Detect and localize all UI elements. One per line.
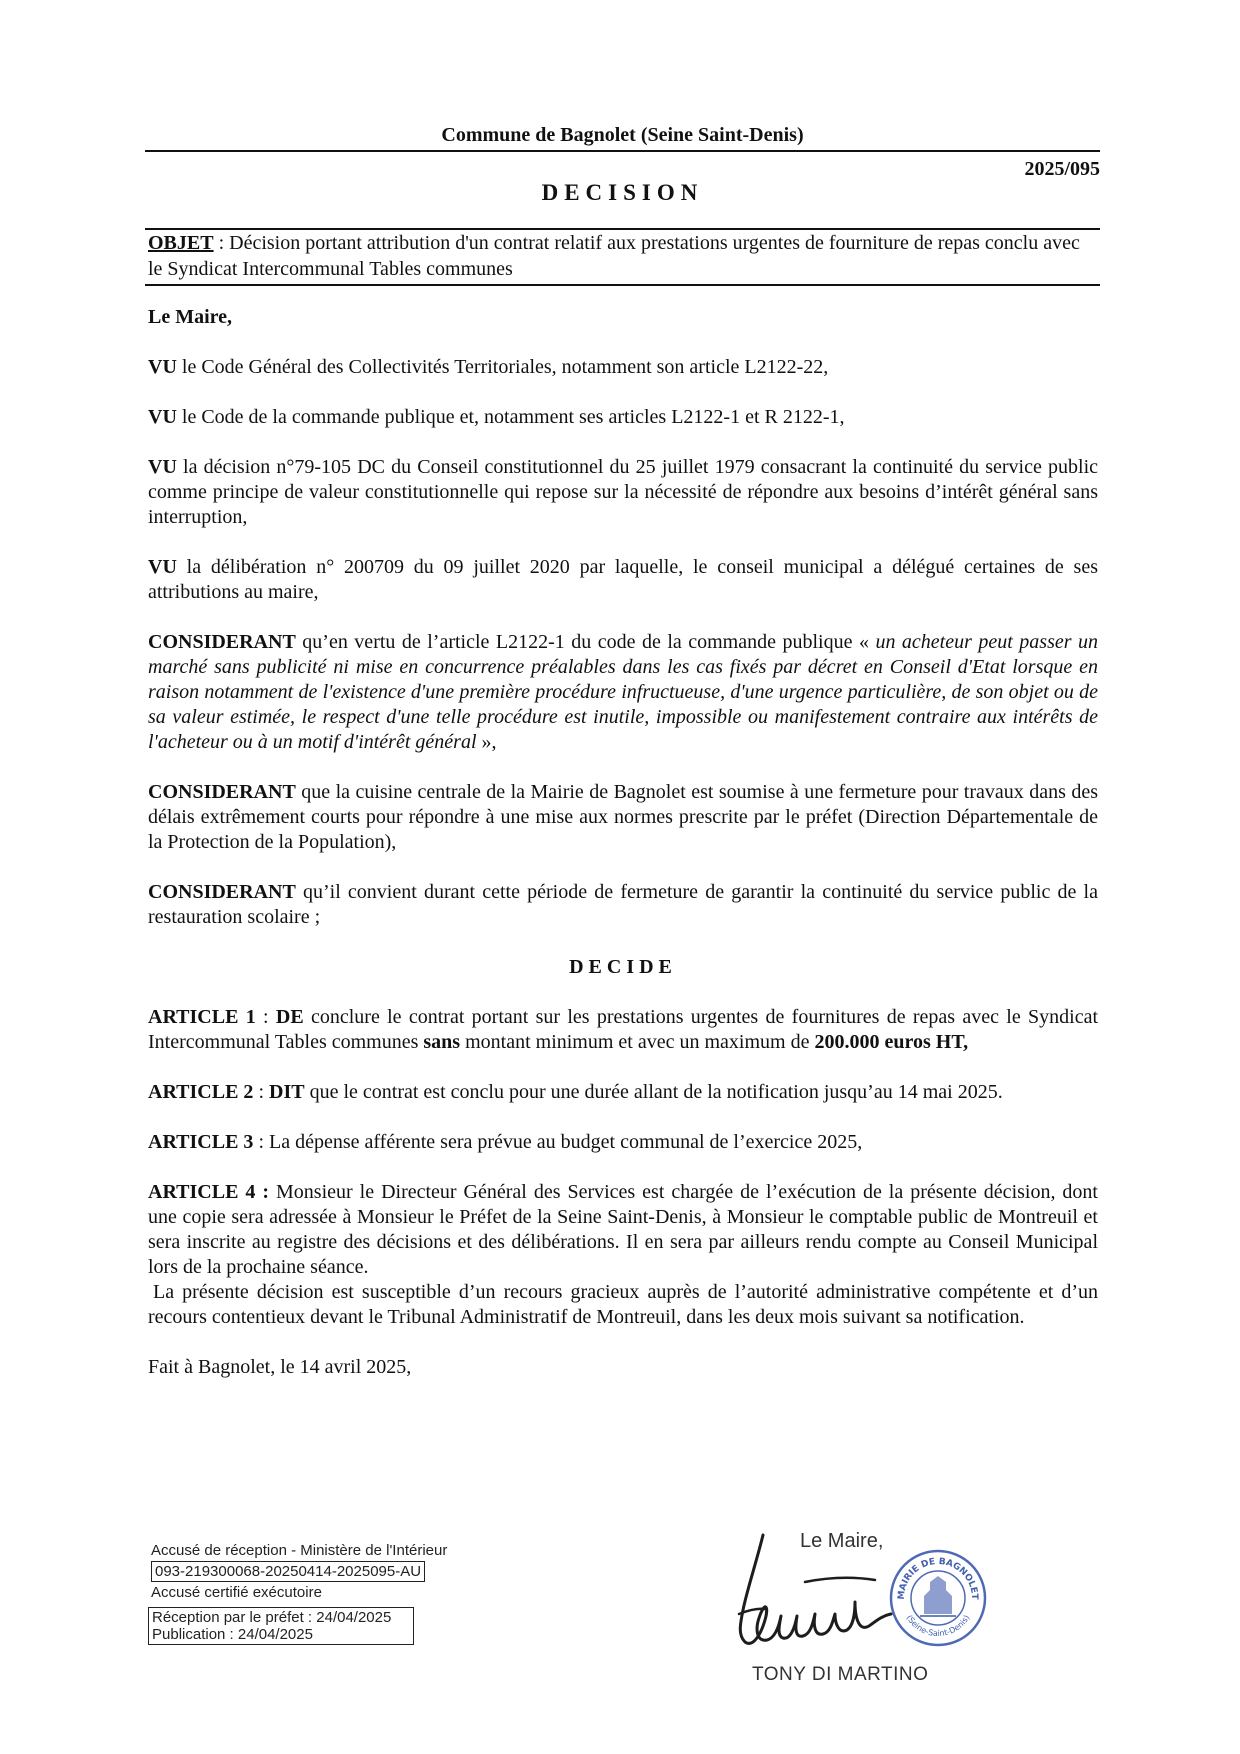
considerant-paragraph: [148, 880, 1098, 930]
article-emphasis: sans: [423, 1031, 461, 1053]
considerant-label: CONSIDERANT: [148, 631, 296, 653]
vu-label: VU: [148, 406, 177, 428]
article-4: [148, 1180, 1098, 1280]
signatory-name: TONY DI MARTINO: [752, 1664, 929, 1685]
commune-header: Commune de Bagnolet (Seine Saint-Denis): [441, 124, 804, 146]
vu-text: le Code Général des Collectivités Territoriales, notamment son article L2122-22,: [176, 356, 829, 378]
article-label: ARTICLE 1: [148, 1006, 256, 1028]
considerant-label: CONSIDERANT: [148, 781, 296, 803]
article-text: montant minimum et avec un maximum de: [460, 1031, 815, 1053]
publication-date: Publication : 24/04/2025: [152, 1626, 313, 1643]
vu-paragraph: [148, 455, 1098, 530]
vu-text: la délibération n° 200709 du 09 juillet 2020 par laquelle, le conseil municipal a délégué certaines de ses attributions au maire,: [148, 556, 1098, 603]
article-verb: DE: [275, 1006, 304, 1028]
vu-paragraph: [148, 555, 1098, 605]
accuse-title: Accusé de réception - Ministère de l'Intérieur: [151, 1542, 448, 1559]
svg-text:(Seine-Saint-Denis): [905, 1614, 972, 1639]
considerant-paragraph: [148, 780, 1098, 855]
article-text: conclure le contrat portant sur les prestations urgentes de fournitures de repas avec le Syndicat Intercommunal Tables communes: [148, 1006, 1099, 1053]
accuse-dates: [148, 1607, 414, 1645]
article-2: [148, 1080, 1098, 1105]
article-label: ARTICLE 3: [148, 1131, 254, 1153]
considerant-text: qu’il convient durant cette période de fermeture de garantir la continuité du service public de la restauration scolaire ;: [148, 881, 1098, 928]
article-label: ARTICLE 2: [148, 1081, 254, 1103]
considerant-text: que la cuisine centrale de la Mairie de Bagnolet est soumise à une fermeture pour travaux dans des délais extrêmement courts pour répondre à une mise aux normes prescrite par le préfet (Direction Départementale de la Protection de la Population),: [148, 781, 1098, 853]
signature-label: Le Maire,: [800, 1530, 884, 1552]
vu-label: VU: [148, 356, 177, 378]
seal-text-bottom: (Seine-Saint-Denis): [904, 1613, 972, 1639]
vu-text: la décision n°79-105 DC du Conseil constitutionnel du 25 juillet 1979 consacrant la continuité du service public comme principe de valeur constitutionnelle qui repose sur la nécessité de répondre aux besoins d’intérêt général sans interruption,: [148, 456, 1098, 528]
fait-line: Fait à Bagnolet, le 14 avril 2025,: [148, 1356, 412, 1378]
decision-body: [148, 305, 1098, 1405]
accuse-id: 093-219300068-20250414-2025095-AU: [151, 1561, 425, 1582]
considerant-quote-end: »,: [476, 731, 497, 753]
article-label: ARTICLE 4 :: [148, 1181, 270, 1203]
accuse-reception-block: [148, 1540, 447, 1645]
vu-label: VU: [148, 456, 177, 478]
intro-text: Le Maire,: [148, 306, 233, 328]
vu-paragraph: [148, 405, 1098, 430]
objet-text: : Décision portant attribution d'un contrat relatif aux prestations urgentes de fourniture de repas conclu avec le Syndicat Intercommunal Tables communes: [148, 232, 1080, 280]
vu-label: VU: [148, 556, 177, 578]
considerant-text: qu’en vertu de l’article L2122-1 du code de la commande publique «: [295, 631, 876, 653]
document-title: DECISION: [541, 180, 704, 205]
considerant-quote: un acheteur peut passer un marché sans publicité ni mise en concurrence préalables dans les cas fixés par décret en Conseil d'Etat lorsque en raison notamment de l'existence d'une première procédure infructueuse, d'une urgence particulière, de son objet ou de sa valeur estimée, le respect d'une telle procédure est inutile, impossible ou manifestement contraire aux intérêts de l'acheteur ou à un motif d'intérêt général: [148, 631, 1098, 753]
header-rule: [145, 150, 1100, 152]
decide-heading: DECIDE: [569, 956, 677, 978]
seal-text-top: MAIRIE DE BAGNOLET: [896, 1556, 980, 1601]
recours-paragraph: La présente décision est susceptible d’un recours gracieux auprès de l’autorité administrative compétente et d’un recours contentieux devant le Tribunal Administratif de Montreuil, dans les deux mois suivant sa notification.: [148, 1281, 1098, 1328]
considerant-paragraph: [148, 630, 1098, 755]
objet-block: [148, 230, 1098, 282]
article-3: [148, 1130, 1098, 1155]
vu-text: le Code de la commande publique et, notamment ses articles L2122-1 et R 2122-1,: [176, 406, 845, 428]
article-separator: :: [255, 1006, 276, 1028]
article-verb: DIT: [269, 1081, 305, 1103]
objet-label: OBJET: [148, 232, 214, 254]
article-separator: :: [253, 1081, 269, 1103]
article-amount: 200.000 euros HT,: [814, 1031, 969, 1053]
vu-paragraph: [148, 355, 1098, 380]
town-seal: [888, 1548, 988, 1648]
article-text: que le contrat est conclu pour une durée allant de la notification jusqu’au 14 mai 2025.: [304, 1081, 1003, 1103]
decision-reference: 2025/095: [1024, 158, 1100, 180]
article-text: Monsieur le Directeur Général des Services est chargée de l’exécution de la présente décision, dont une copie sera adressée à Monsieur le Préfet de la Seine Saint-Denis, à Monsieur le comptable public de Montreuil et sera inscrite au registre des décisions et des délibérations. Il en sera par ailleurs rendu compte au Conseil Municipal lors de la prochaine séance.: [148, 1181, 1098, 1278]
reception-date: Réception par le préfet : 24/04/2025: [152, 1609, 392, 1626]
objet-bottom-rule: [145, 284, 1100, 286]
accuse-certifie: Accusé certifié exécutoire: [151, 1584, 322, 1601]
considerant-label: CONSIDERANT: [148, 881, 296, 903]
article-1: [148, 1005, 1098, 1055]
article-text: : La dépense afférente sera prévue au budget communal de l’exercice 2025,: [253, 1131, 863, 1153]
